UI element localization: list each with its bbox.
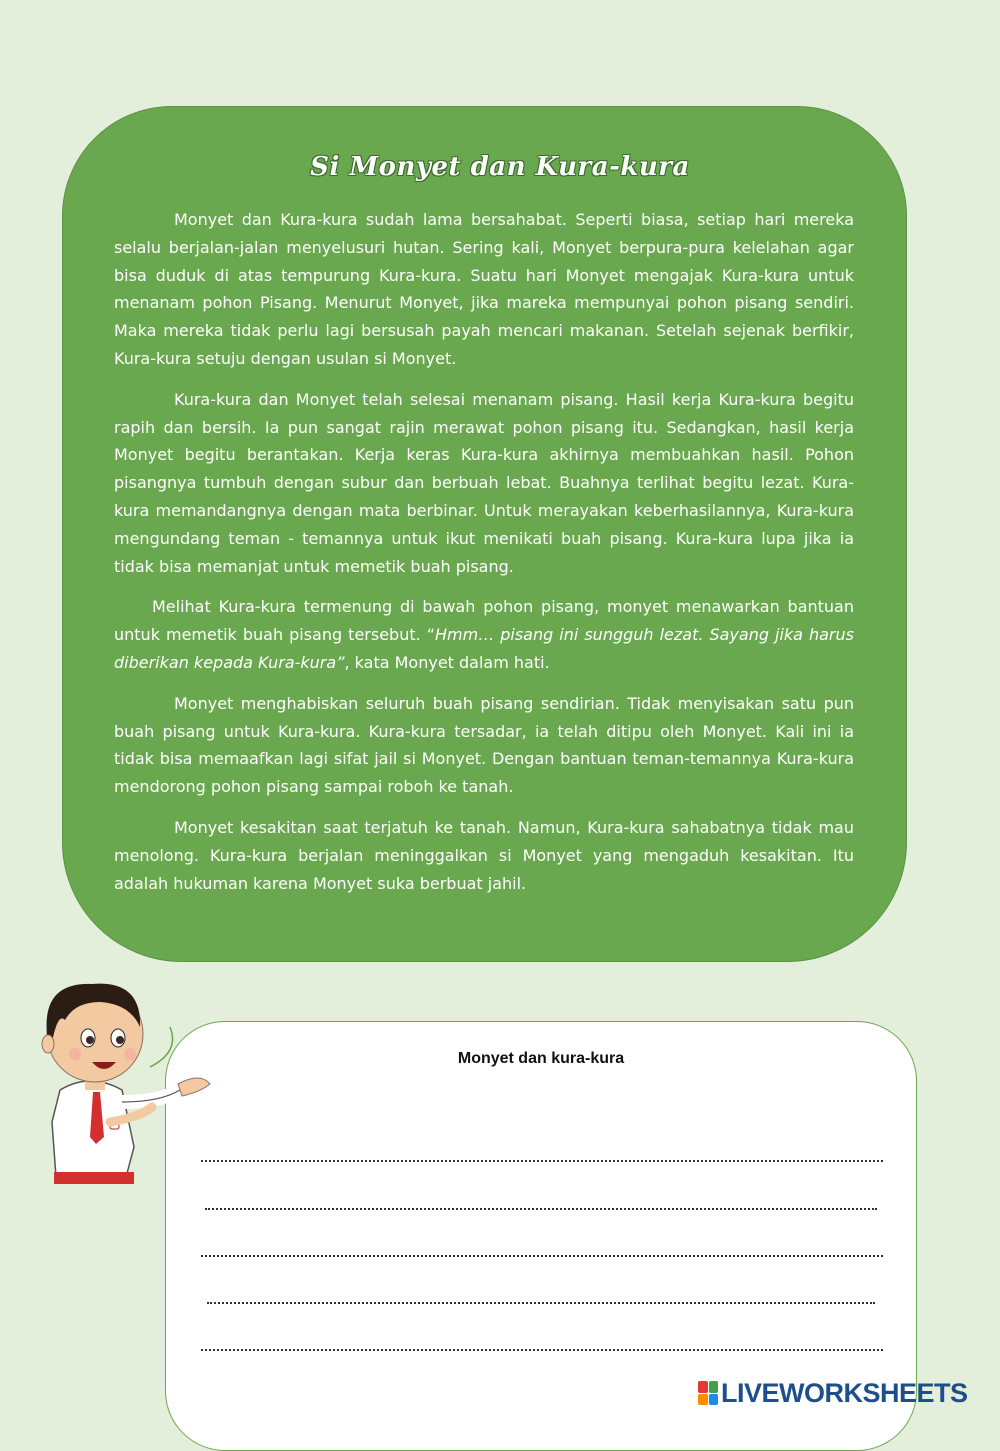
answer-line-2[interactable] (205, 1208, 877, 1210)
paragraph-3-text-before: Melihat Kura-kura termenung di bawah pohon pisang, monyet menawarkan bantuan untuk memetik buah pisang tersebut. “ (114, 597, 854, 645)
story-body (114, 206, 854, 910)
answer-title: Monyet dan kura-kura (457, 1050, 625, 1067)
paragraph-3-text-after: , kata Monyet dalam hati. (344, 652, 550, 672)
answer-line-3[interactable] (201, 1255, 883, 1257)
school-boy-illustration-icon (30, 972, 220, 1187)
story-paragraph-5: Monyet kesakitan saat terjatuh ke tanah. Namun, Kura-kura sahabatnya tidak mau menolong. Kura-kura berjalan meninggalkan si Monyet yang mengaduh kesakitan. Itu adalah hukuman karena Monyet suka berbuat jahil. (114, 817, 854, 893)
story-title: Si Monyet dan Kura-kura (310, 152, 690, 182)
liveworksheets-logo-mark-icon (698, 1381, 718, 1405)
monkey-quote: Hmm… pisang ini sungguh lezat. Sayang jika harus diberikan kepada Kura-kura” (114, 625, 854, 672)
logo-mark-square (698, 1381, 708, 1393)
answer-line-5[interactable] (201, 1349, 883, 1351)
story-paragraph-4: Monyet menghabiskan seluruh buah pisang sendirian. Tidak menyisakan satu pun buah pisang untuk Kura-kura. Kura-kura tersadar, ia telah ditipu oleh Monyet. Kali ini ia tidak bisa memaafkan lagi sifat jail si Monyet. Dengan bantuan teman-temannya Kura-kura mendorong pohon pisang sampai roboh ke tanah. (114, 693, 854, 797)
logo-mark-square (709, 1394, 719, 1406)
logo-mark-square (709, 1381, 719, 1393)
logo-mark-square (698, 1394, 708, 1406)
logo-text: LIVEWORKSHEETS (721, 1377, 968, 1408)
answer-line-4[interactable] (207, 1302, 875, 1304)
liveworksheets-logo[interactable] (698, 1378, 968, 1408)
story-paragraph-3 (114, 593, 854, 676)
story-paragraph-2: Kura-kura dan Monyet telah selesai menanam pisang. Hasil kerja Kura-kura begitu rapih dan bersih. Ia pun sangat rajin merawat pohon pisang itu. Sedangkan, hasil kerja Monyet begitu berantakan. Kerja keras Kura-kura akhirnya membuahkan hasil. Pohon pisangnya tumbuh dengan subur dan berbuah lebat. Buahnya terlihat begitu lezat. Kura-kura memandangnya dengan mata berbinar. Untuk merayakan keberhasilannya, Kura-kura mengundang teman - temannya untuk ikut menikati buah pisang. Kura-kura lupa jika ia tidak bisa memanjat untuk memetik buah pisang. (114, 389, 854, 576)
answer-line-1[interactable] (201, 1160, 883, 1162)
story-paragraph-1: Monyet dan Kura-kura sudah lama bersahabat. Seperti biasa, setiap hari mereka selalu berjalan-jalan menyelusuri hutan. Sering kali, Monyet berpura-pura kelelahan agar bisa duduk di atas tempurung Kura-kura. Suatu hari Monyet mengajak Kura-kura untuk menanam pohon Pisang. Menurut Monyet, jika mareka mempunyai pohon pisang sendiri. Maka mereka tidak perlu lagi bersusah payah mencari makanan. Setelah sejenak berfikir, Kura-kura setuju dengan usulan si Monyet. (114, 210, 854, 368)
